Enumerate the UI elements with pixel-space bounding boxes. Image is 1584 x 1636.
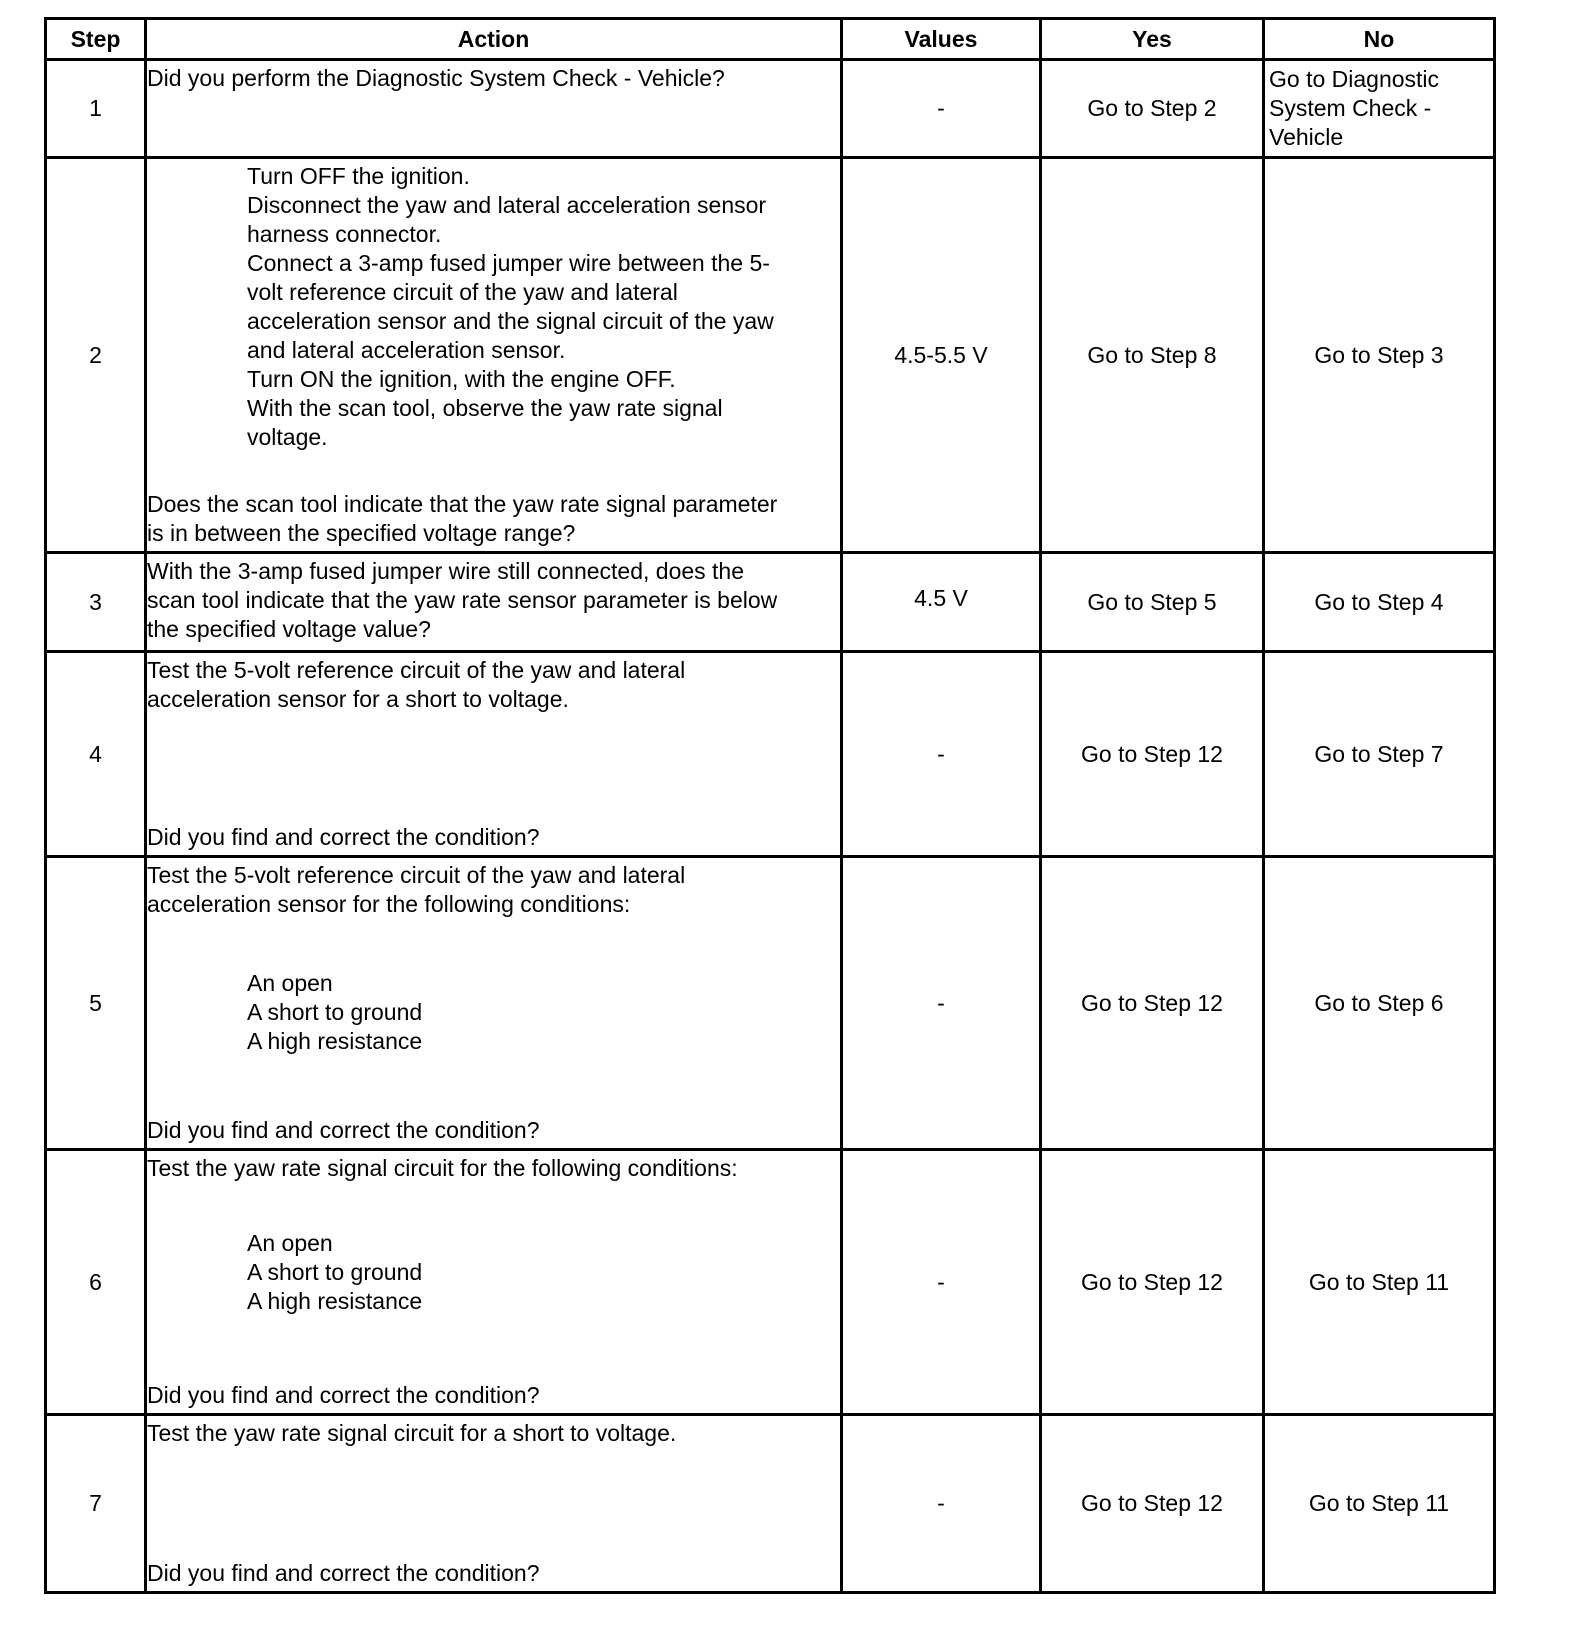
intro-text [147,656,840,714]
question-line: is in between the specified voltage range? [147,520,576,546]
conditions-list [147,1229,840,1316]
header-step: Step [46,19,146,60]
condition-item: A short to ground [247,1258,423,1285]
yes-cell: Go to Step 12 [1041,1150,1264,1415]
no-cell: Go to Step 3 [1264,158,1495,553]
intro-text [147,1419,840,1448]
yes-cell: Go to Step 8 [1041,158,1264,553]
question-text: Did you find and correct the condition? [147,824,540,850]
condition-item: A short to ground [247,999,423,1025]
intro-line: acceleration sensor for a short to voltage. [147,686,569,712]
question-text [147,490,840,548]
header-row [46,19,1495,60]
values-cell: 4.5-5.5 V [842,158,1041,553]
action-line: and lateral acceleration sensor. [247,337,566,363]
intro-text [147,1154,840,1183]
table-row [46,60,1495,158]
header-action: Action [146,19,842,60]
table-row [46,553,1495,652]
table-row [46,1150,1495,1415]
step-number: 2 [46,158,146,553]
question-text: Did you find and correct the condition? [147,1117,540,1143]
values-cell: - [842,652,1041,857]
action-line: Turn OFF the ignition. [247,163,470,189]
question-line: With the 3-amp fused jumper wire still connected, does the [147,558,745,584]
no-cell [1264,60,1495,158]
step-number: 5 [46,857,146,1150]
values-cell: - [842,60,1041,158]
intro-line: acceleration sensor for the following conditions: [147,891,631,917]
action-cell [146,652,842,857]
no-line: Go to Diagnostic [1269,66,1440,92]
no-cell: Go to Step 11 [1264,1150,1495,1415]
intro-text [147,861,840,919]
action-text: Did you perform the Diagnostic System Check - Vehicle? [147,65,725,91]
step-number: 6 [46,1150,146,1415]
yes-cell: Go to Step 2 [1041,60,1264,158]
action-line: volt reference circuit of the yaw and lateral [247,279,678,305]
action-cell [146,1415,842,1593]
question-line: scan tool indicate that the yaw rate sensor parameter is below [147,587,778,613]
action-cell [146,1150,842,1415]
condition-item: An open [247,970,333,996]
question-line: the specified voltage value? [147,616,431,642]
values-cell: - [842,1415,1041,1593]
conditions-list [147,969,840,1056]
action-line: acceleration sensor and the signal circuit of the yaw [247,308,774,334]
condition-item: A high resistance [247,1028,423,1054]
values-cell: - [842,1150,1041,1415]
step-number: 7 [46,1415,146,1593]
table-row [46,158,1495,553]
no-cell: Go to Step 7 [1264,652,1495,857]
action-cell [146,553,842,652]
step-number: 1 [46,60,146,158]
step-number: 4 [46,652,146,857]
action-line: Turn ON the ignition, with the engine OFF. [247,366,676,392]
action-line: Disconnect the yaw and lateral acceleration sensor [247,192,767,218]
header-yes: Yes [1041,19,1264,60]
action-line: With the scan tool, observe the yaw rate signal [247,395,723,421]
intro-line: Test the 5-volt reference circuit of the yaw and lateral [147,862,686,888]
action-line: Connect a 3-amp fused jumper wire between the 5- [247,250,770,276]
yes-cell: Go to Step 12 [1041,857,1264,1150]
no-cell: Go to Step 4 [1264,553,1495,652]
yes-cell: Go to Step 5 [1041,553,1264,652]
action-line: voltage. [247,424,328,450]
action-cell [146,158,842,553]
no-line: Vehicle [1269,124,1344,150]
no-cell: Go to Step 11 [1264,1415,1495,1593]
diagnostic-table [44,17,1496,1594]
action-line: harness connector. [247,221,442,247]
action-list [147,162,840,452]
header-values: Values [842,19,1041,60]
no-line: System Check - [1269,95,1432,121]
condition-item: An open [247,1229,333,1256]
action-cell [146,857,842,1150]
step-number: 3 [46,553,146,652]
question-text: Did you find and correct the condition? [147,1560,540,1586]
action-cell [146,60,842,158]
values-cell: - [842,857,1041,1150]
condition-item: A high resistance [247,1287,423,1314]
values-cell: 4.5 V [842,553,1041,652]
table-row [46,652,1495,857]
intro-line: Test the 5-volt reference circuit of the yaw and lateral [147,657,686,683]
intro-line: Test the yaw rate signal circuit for the following conditions: [147,1155,738,1181]
yes-cell: Go to Step 12 [1041,1415,1264,1593]
question-line: Does the scan tool indicate that the yaw rate signal parameter [147,491,778,517]
no-cell: Go to Step 6 [1264,857,1495,1150]
intro-line: Test the yaw rate signal circuit for a short to voltage. [147,1420,677,1446]
table-row [46,1415,1495,1593]
question-text: Did you find and correct the condition? [147,1382,540,1408]
table-row [46,857,1495,1150]
header-no: No [1264,19,1495,60]
yes-cell: Go to Step 12 [1041,652,1264,857]
